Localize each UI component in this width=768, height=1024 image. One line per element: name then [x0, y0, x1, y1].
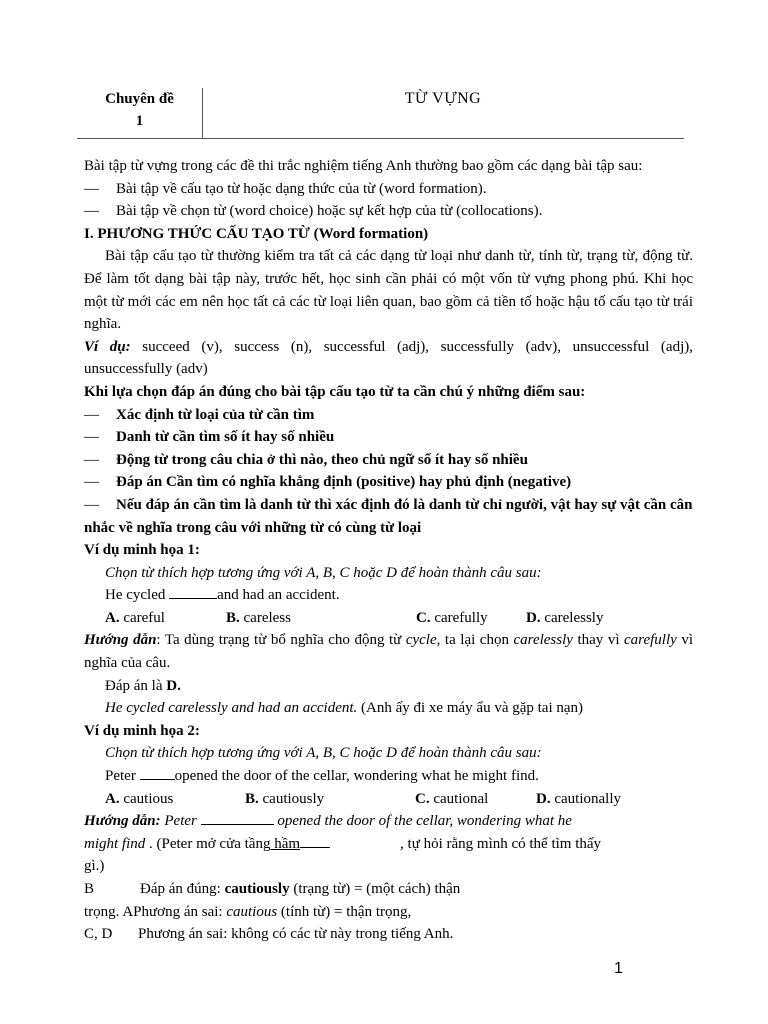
answer-blank — [201, 810, 274, 825]
topic-line-1: Chuyên đề — [105, 91, 174, 107]
option-letter: B. — [245, 790, 259, 807]
example2-answer-cd — [84, 923, 693, 946]
dash-marker: — — [84, 406, 99, 423]
answer-text: trọng. A — [84, 903, 134, 920]
option-letter: A. — [105, 609, 120, 626]
guide-text: opened the door of the cellar, wondering what he — [273, 813, 572, 830]
example1-heading: Ví dụ minh họa 1: — [84, 542, 200, 559]
example1-options — [84, 607, 693, 630]
note-item — [84, 449, 693, 472]
option-letter: C. — [415, 790, 430, 807]
example1-instruction: Chọn từ thích hợp tương ứng với A, B, C hoặc D để hoàn thành câu sau: — [105, 564, 542, 581]
option-d — [536, 788, 621, 811]
answer-text: (tính từ) = thận trọng, — [277, 903, 412, 920]
question-before: He cycled — [105, 587, 170, 604]
note-text: Xác định từ loại của từ cần tìm — [116, 406, 315, 423]
answer-blank — [140, 765, 175, 780]
option-d — [526, 607, 603, 630]
guide-text: . (Peter mở cửa tầng — [145, 835, 271, 852]
answer-text: Phương án sai: không có các từ này trong tiếng Anh. — [138, 926, 454, 943]
topic-line-2: 1 — [135, 113, 144, 129]
option-b — [245, 788, 415, 811]
note-item-wrapped — [84, 494, 693, 539]
example2-question — [84, 765, 693, 788]
intro-item-text: Bài tập về chọn từ (word choice) hoặc sự kết hợp của từ (collocations). — [116, 203, 543, 220]
example-text: succeed (v), success (n), successful (adj), successfully (adv), unsuccessful (adj), unsuccessfully (adv) — [84, 338, 693, 378]
example2-guide-line2 — [84, 833, 693, 856]
example2-guide — [84, 810, 693, 833]
answer-blank — [300, 833, 330, 848]
answer-text: Đáp án đúng: — [140, 881, 225, 897]
option-text: cautiously — [258, 790, 325, 807]
example2-heading: Ví dụ minh họa 2: — [84, 722, 200, 739]
dash-marker: — — [84, 429, 99, 446]
section-paragraph: Bài tập cấu tạo từ thường kiểm tra tất cả các dạng từ loại như danh từ, tính từ, trạng từ, động từ. Để làm tốt dạng bài tập này, trước hết, học sinh cần phải có một vốn từ vựng phong phú. Khi học một từ mới các em nên học tất cả các từ loại liên quan, bao gồm cả tiền tố hoặc hậu tố cấu tạo từ trái nghĩa. — [84, 248, 693, 333]
option-text: carelessly — [540, 609, 604, 626]
topic-label — [77, 88, 203, 138]
answer-letter: C, D — [84, 926, 113, 943]
section-heading: I. PHƯƠNG THỨC CẤU TẠO TỪ (Word formation) — [84, 225, 429, 242]
example2-answer-a — [84, 901, 693, 924]
option-a — [105, 607, 226, 630]
guide-text: thay vì — [572, 632, 625, 649]
answer-prefix: Đáp án là — [105, 677, 167, 694]
option-b — [226, 607, 416, 630]
option-text: cautional — [429, 790, 489, 807]
example1-answer — [84, 675, 693, 698]
option-text: careful — [119, 609, 165, 626]
dash-marker: — — [84, 496, 99, 513]
intro-item — [84, 200, 693, 223]
guide-text: ta lại chọn — [440, 632, 514, 649]
intro-item — [84, 178, 693, 201]
option-letter: A. — [105, 790, 120, 807]
dash-marker: — — [84, 474, 99, 491]
option-c — [416, 607, 526, 630]
notes-heading: Khi lựa chọn đáp án đúng cho bài tập cấu tạo từ ta cần chú ý những điểm sau: — [84, 383, 586, 400]
answer-text: Phương án sai: — [133, 903, 227, 920]
option-letter: D. — [536, 790, 551, 807]
note-item — [84, 404, 693, 427]
guide-label: Hướng dẫn — [84, 632, 157, 649]
guide-label: Hướng dẫn: — [84, 813, 161, 830]
guide-text: : Ta dùng trạng từ bổ nghĩa cho động từ — [156, 632, 406, 649]
guide-text: might find — [84, 835, 146, 852]
note-text: Danh từ cần tìm số ít hay số nhiều — [116, 429, 335, 446]
example1-answer-sentence — [84, 697, 693, 720]
page-number: 1 — [614, 960, 623, 977]
note-text: Đáp án Cần tìm có nghĩa khẳng định (positive) hay phủ định (negative) — [116, 474, 572, 491]
intro-paragraph: Bài tập từ vựng trong các đề thi trắc nghiệm tiếng Anh thường bao gồm các dạng bài tập sau: — [84, 158, 643, 174]
note-item — [84, 426, 693, 449]
answer-sentence: He cycled carelessly and had an accident. — [105, 700, 358, 717]
note-item — [84, 471, 693, 494]
option-text: cautious — [119, 790, 174, 807]
intro-item-text: Bài tập về cấu tạo từ hoặc dạng thức của từ (word formation). — [116, 180, 487, 197]
guide-term: hầm — [270, 835, 301, 852]
question-before: Peter — [105, 768, 140, 785]
option-letter: B. — [226, 609, 240, 626]
note-text: Nếu đáp án cần tìm là danh từ thì xác định đó là danh từ chỉ người, vật hay sự vật cần cân nhắc về nghĩa trong câu với những từ có cùng từ loại — [84, 496, 693, 536]
guide-term: cycle, — [405, 632, 441, 649]
note-text: Động từ trong câu chia ở thì nào, theo chủ ngữ số ít hay số nhiều — [116, 451, 528, 468]
document-body — [84, 155, 693, 946]
example-label: Ví dụ: — [84, 338, 131, 355]
option-text: cautionally — [550, 790, 621, 807]
option-c — [415, 788, 536, 811]
option-text: carefully — [430, 609, 488, 626]
answer-word: cautiously — [224, 881, 290, 897]
example2-answer-b — [84, 878, 693, 901]
question-after: opened the door of the cellar, wondering what he might find. — [174, 768, 539, 785]
option-letter: C. — [416, 609, 431, 626]
example1-guide — [84, 629, 693, 674]
example-paragraph — [84, 336, 693, 381]
answer-letter: B — [84, 881, 95, 897]
option-letter: D. — [526, 609, 541, 626]
answer-translation: (Anh ấy đi xe máy ẩu và gặp tai nạn) — [357, 700, 584, 717]
guide-term: carelessly — [513, 632, 573, 649]
example2-options — [84, 788, 693, 811]
answer-word: cautious — [226, 903, 278, 920]
dash-marker: — — [84, 180, 99, 197]
guide-text: , tự hỏi rằng mình có thể tìm thấy — [400, 835, 602, 852]
answer-letter: D. — [166, 677, 181, 694]
example2-instruction: Chọn từ thích hợp tương ứng với A, B, C hoặc D để hoàn thành câu sau: — [105, 745, 542, 762]
dash-marker: — — [84, 203, 99, 220]
guide-text: vì nghĩa của câu. — [84, 632, 693, 672]
guide-text: Peter — [160, 813, 201, 830]
answer-text: (trạng từ) = (một cách) thận — [289, 881, 461, 897]
example1-question — [84, 584, 693, 607]
question-after: and had an accident. — [217, 587, 340, 604]
answer-blank — [169, 584, 217, 599]
page-title: TỪ VỰNG — [404, 90, 482, 107]
option-text: careless — [239, 609, 291, 626]
dash-marker: — — [84, 451, 99, 468]
option-a — [105, 788, 245, 811]
guide-term: carefully — [624, 632, 677, 649]
example2-guide-line3: gì.) — [84, 858, 105, 875]
header-divider — [77, 138, 684, 139]
